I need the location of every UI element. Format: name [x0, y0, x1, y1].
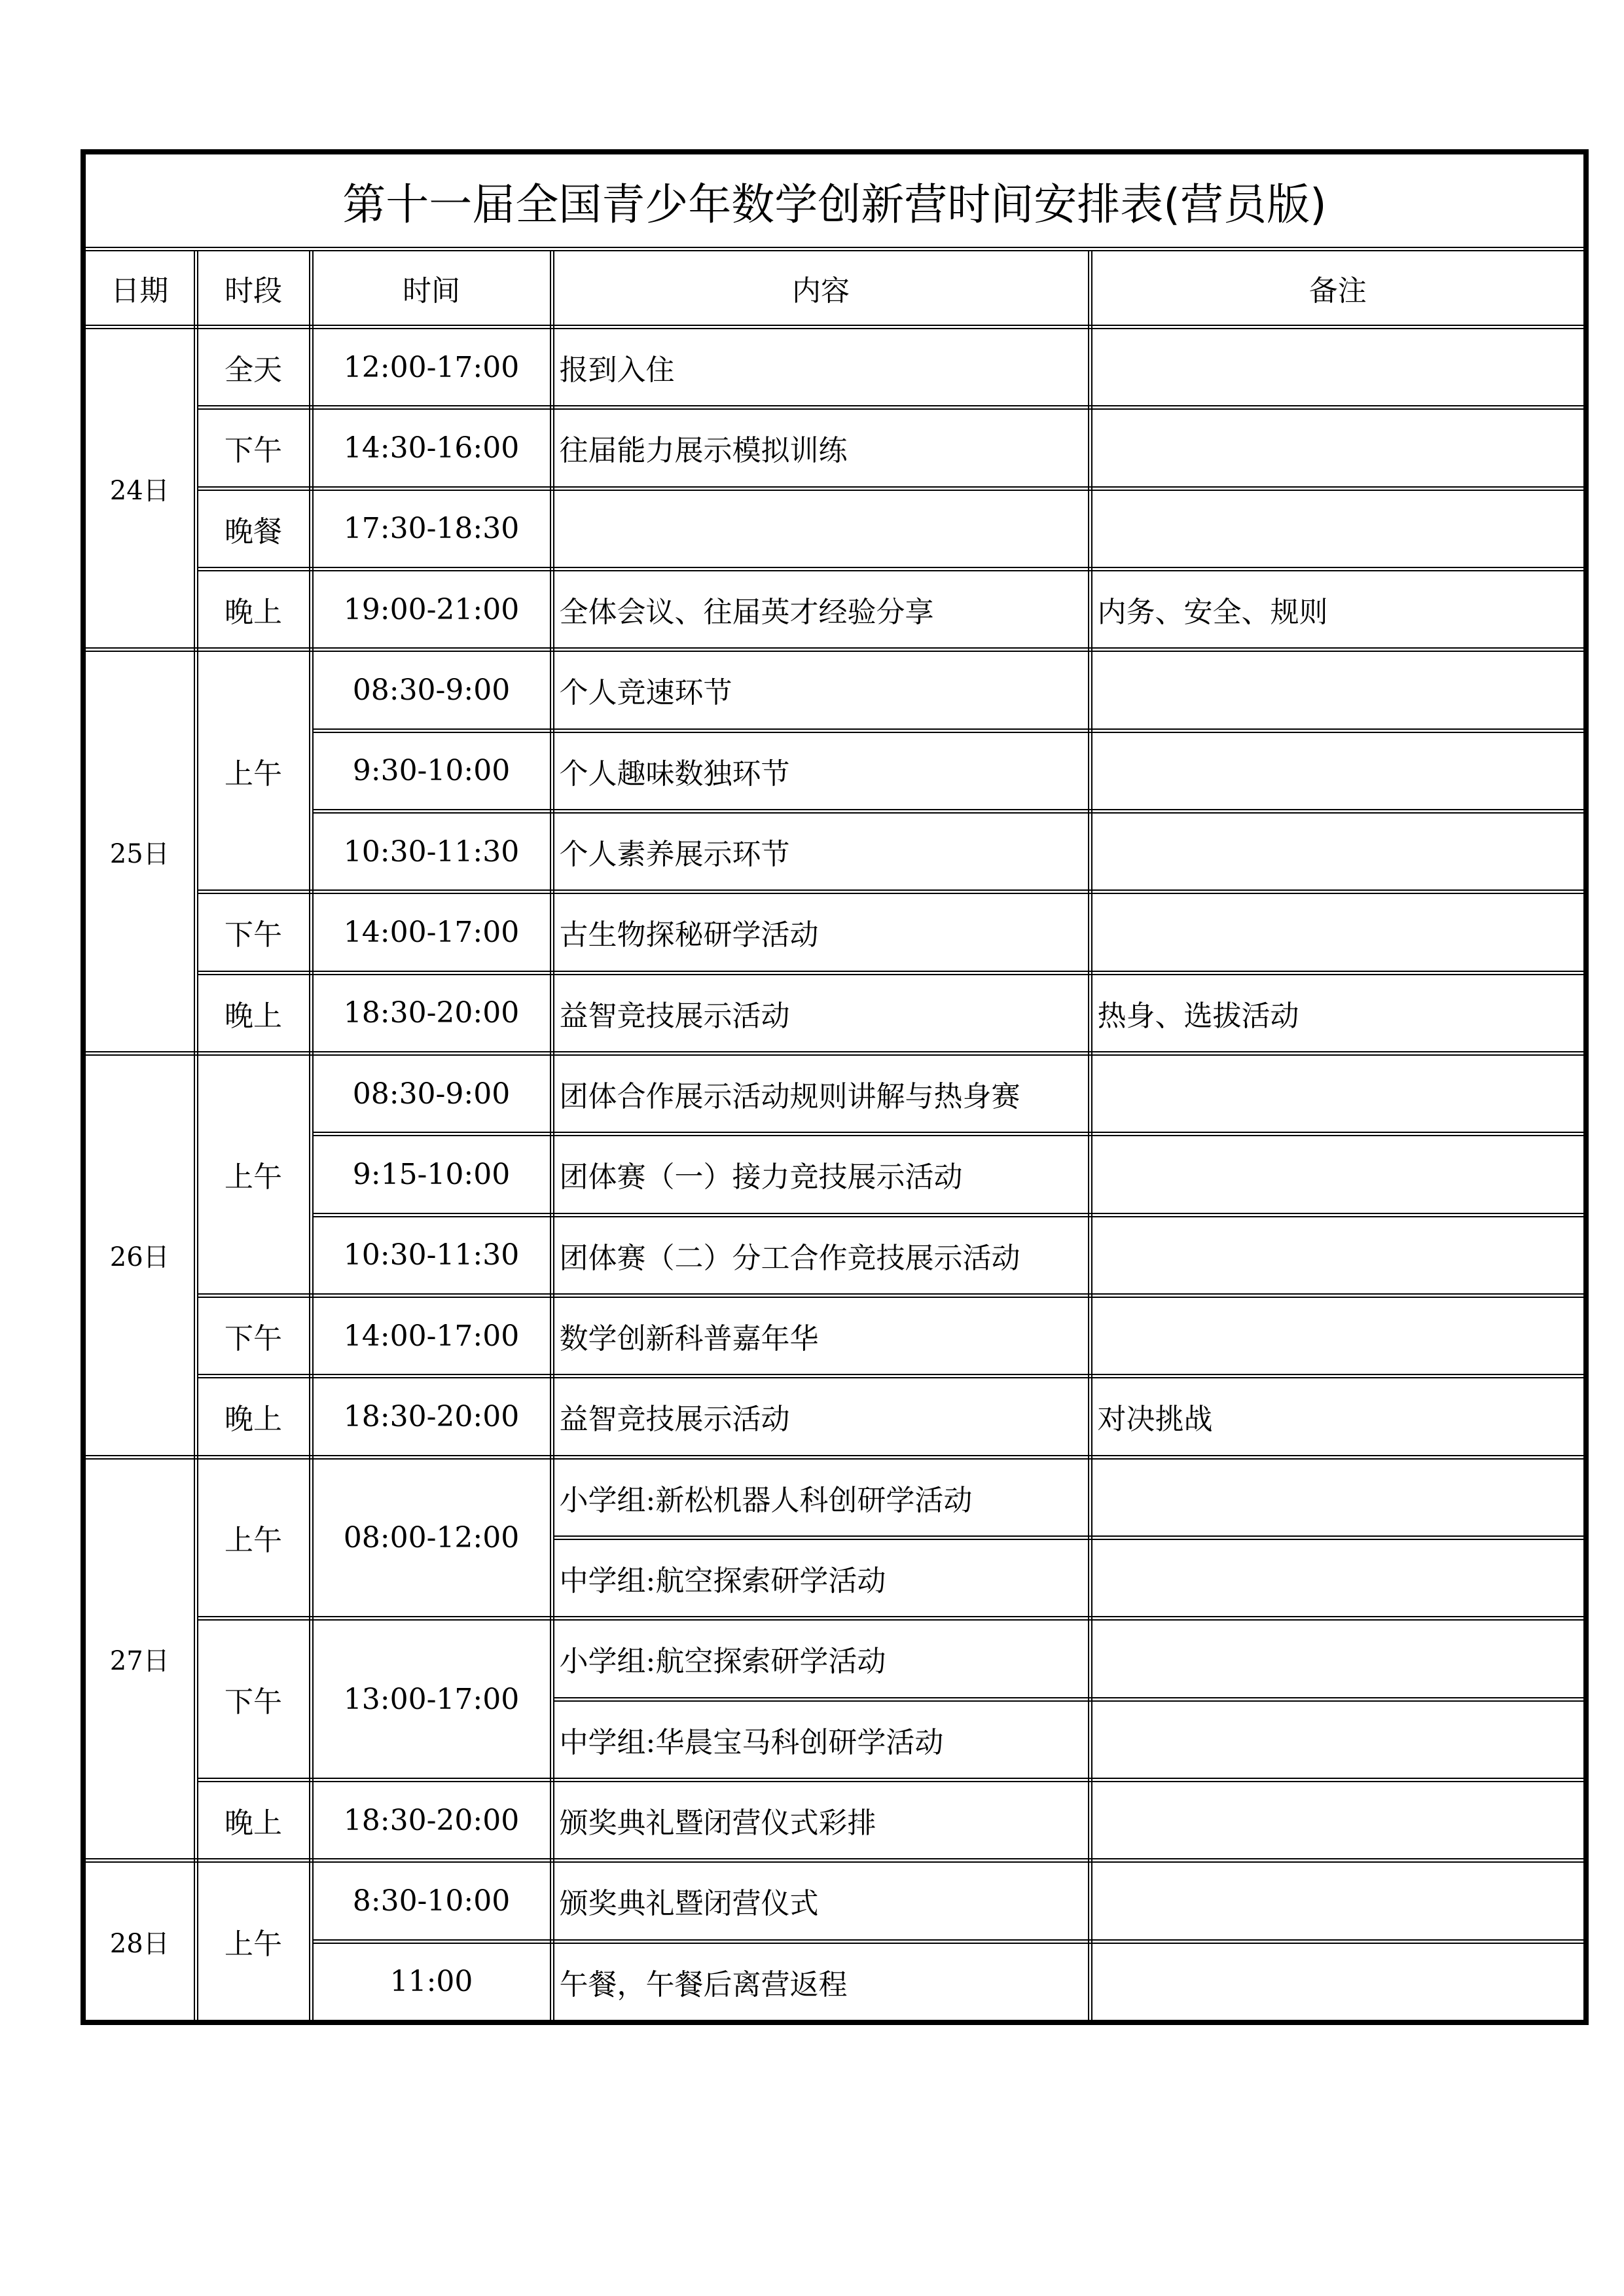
time-cell: 14:00-17:00	[311, 1295, 552, 1376]
remark-cell: 热身、选拔活动	[1090, 973, 1586, 1053]
period-cell: 下午	[196, 408, 311, 488]
table-row	[83, 1295, 1586, 1376]
content-cell: 颁奖典礼暨闭营仪式彩排	[552, 1780, 1090, 1860]
date-cell: 25日	[83, 650, 196, 1054]
time-cell: 9:15-10:00	[311, 1134, 552, 1215]
date-cell: 27日	[83, 1457, 196, 1861]
time-cell: 9:30-10:00	[311, 730, 552, 811]
time-cell: 8:30-10:00	[311, 1861, 552, 1941]
time-cell: 17:30-18:30	[311, 488, 552, 569]
time-cell: 18:30-20:00	[311, 1376, 552, 1457]
date-cell: 26日	[83, 1053, 196, 1457]
content-cell: 个人趣味数独环节	[552, 730, 1090, 811]
content-cell: 益智竞技展示活动	[552, 1376, 1090, 1457]
time-cell: 08:30-9:00	[311, 650, 552, 730]
content-cell: 午餐，午餐后离营返程	[552, 1941, 1090, 2022]
table-row	[83, 1861, 1586, 1941]
remark-cell	[1090, 1537, 1586, 1618]
header-period: 时段	[196, 249, 311, 327]
period-cell: 晚上	[196, 569, 311, 649]
remark-cell	[1090, 1295, 1586, 1376]
time-cell: 10:30-11:30	[311, 811, 552, 891]
remark-cell	[1090, 650, 1586, 730]
table-row	[83, 973, 1586, 1053]
time-cell: 13:00-17:00	[311, 1619, 552, 1780]
content-cell: 古生物探秘研学活动	[552, 892, 1090, 973]
period-cell: 上午	[196, 1457, 311, 1619]
remark-cell: 对决挑战	[1090, 1376, 1586, 1457]
content-cell: 数学创新科普嘉年华	[552, 1295, 1090, 1376]
remark-cell	[1090, 1053, 1586, 1134]
remark-cell	[1090, 408, 1586, 488]
title-row	[83, 152, 1586, 249]
remark-cell	[1090, 327, 1586, 408]
table-row	[83, 1619, 1586, 1699]
date-cell: 24日	[83, 327, 196, 650]
table-row	[83, 1053, 1586, 1134]
period-cell: 晚上	[196, 1376, 311, 1457]
period-cell: 晚上	[196, 1780, 311, 1860]
table-row	[83, 569, 1586, 649]
remark-cell	[1090, 1215, 1586, 1295]
date-cell: 28日	[83, 1861, 196, 2022]
period-cell: 上午	[196, 1861, 311, 2022]
content-cell	[552, 488, 1090, 569]
table-title: 第十一届全国青少年数学创新营时间安排表(营员版)	[83, 152, 1586, 249]
content-cell: 团体赛（二）分工合作竞技展示活动	[552, 1215, 1090, 1295]
remark-cell	[1090, 1619, 1586, 1699]
remark-cell	[1090, 488, 1586, 569]
content-cell: 往届能力展示模拟训练	[552, 408, 1090, 488]
content-cell: 颁奖典礼暨闭营仪式	[552, 1861, 1090, 1941]
content-cell: 个人素养展示环节	[552, 811, 1090, 891]
content-cell: 团体赛（一）接力竞技展示活动	[552, 1134, 1090, 1215]
content-cell: 益智竞技展示活动	[552, 973, 1090, 1053]
header-time: 时间	[311, 249, 552, 327]
time-cell: 08:30-9:00	[311, 1053, 552, 1134]
period-cell: 下午	[196, 1619, 311, 1780]
header-remark: 备注	[1090, 249, 1586, 327]
content-cell: 个人竞速环节	[552, 650, 1090, 730]
table-row	[83, 1780, 1586, 1860]
content-cell: 小学组:航空探索研学活动	[552, 1619, 1090, 1699]
remark-cell	[1090, 1134, 1586, 1215]
remark-cell: 内务、安全、规则	[1090, 569, 1586, 649]
period-cell: 下午	[196, 1295, 311, 1376]
period-cell: 上午	[196, 1053, 311, 1295]
time-cell: 11:00	[311, 1941, 552, 2022]
table-row	[83, 1376, 1586, 1457]
table-row	[83, 488, 1586, 569]
header-row	[83, 249, 1586, 327]
time-cell: 08:00-12:00	[311, 1457, 552, 1619]
remark-cell	[1090, 1699, 1586, 1780]
time-cell: 10:30-11:30	[311, 1215, 552, 1295]
header-date: 日期	[83, 249, 196, 327]
remark-cell	[1090, 1457, 1586, 1537]
time-cell: 19:00-21:00	[311, 569, 552, 649]
time-cell: 14:30-16:00	[311, 408, 552, 488]
remark-cell	[1090, 1780, 1586, 1860]
table-row	[83, 327, 1586, 408]
time-cell: 14:00-17:00	[311, 892, 552, 973]
content-cell: 全体会议、往届英才经验分享	[552, 569, 1090, 649]
period-cell: 晚餐	[196, 488, 311, 569]
content-cell: 中学组:航空探索研学活动	[552, 1537, 1090, 1618]
table-row	[83, 650, 1586, 730]
content-cell: 团体合作展示活动规则讲解与热身赛	[552, 1053, 1090, 1134]
table-row	[83, 892, 1586, 973]
remark-cell	[1090, 892, 1586, 973]
remark-cell	[1090, 811, 1586, 891]
remark-cell	[1090, 730, 1586, 811]
content-cell: 中学组:华晨宝马科创研学活动	[552, 1699, 1090, 1780]
schedule-body	[83, 327, 1586, 2023]
period-cell: 上午	[196, 650, 311, 892]
remark-cell	[1090, 1941, 1586, 2022]
period-cell: 全天	[196, 327, 311, 408]
content-cell: 报到入住	[552, 327, 1090, 408]
table-row	[83, 1457, 1586, 1537]
header-content: 内容	[552, 249, 1090, 327]
time-cell: 12:00-17:00	[311, 327, 552, 408]
schedule-table	[81, 149, 1589, 2025]
period-cell: 晚上	[196, 973, 311, 1053]
content-cell: 小学组:新松机器人科创研学活动	[552, 1457, 1090, 1537]
period-cell: 下午	[196, 892, 311, 973]
time-cell: 18:30-20:00	[311, 973, 552, 1053]
remark-cell	[1090, 1861, 1586, 1941]
time-cell: 18:30-20:00	[311, 1780, 552, 1860]
table-row	[83, 408, 1586, 488]
